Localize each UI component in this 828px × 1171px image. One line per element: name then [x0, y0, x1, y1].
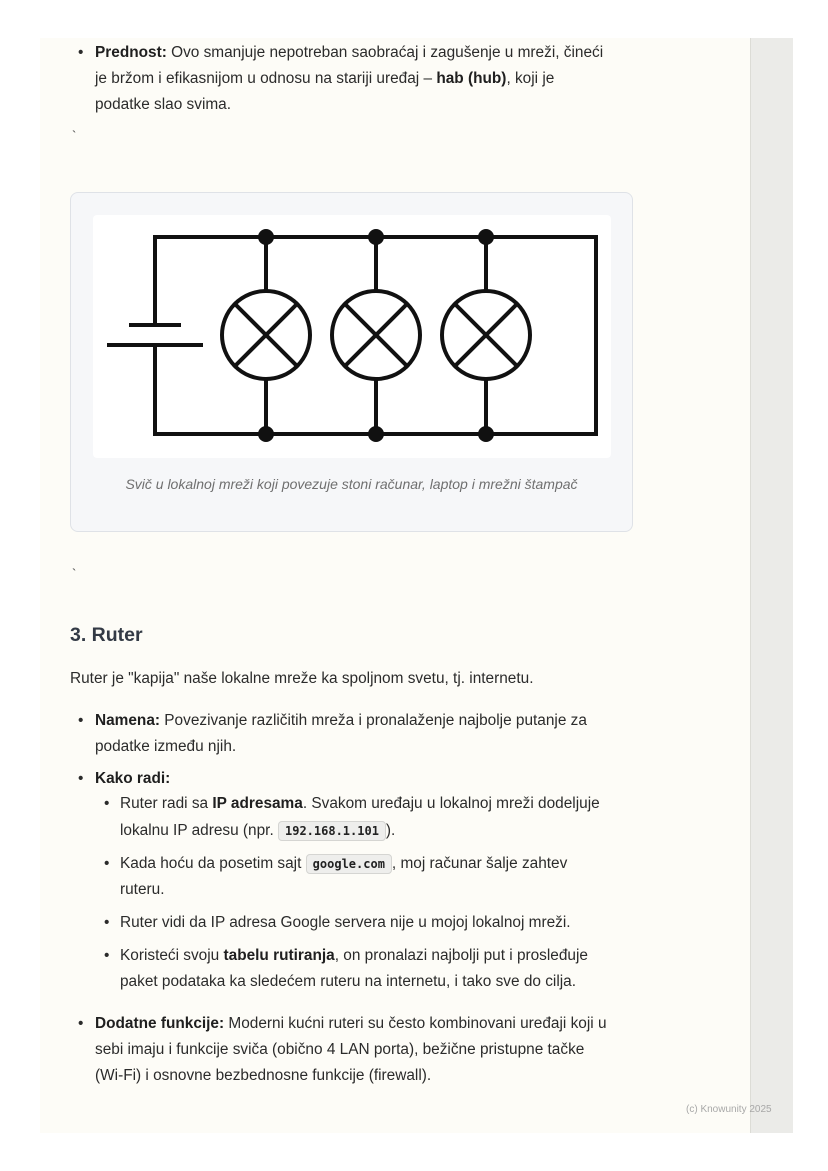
- bullet-dot: •: [104, 947, 110, 964]
- prednost-line2: je bržom i efikasnijom u odnosu na stariji uređaj –: [95, 70, 433, 87]
- bullet-dot: •: [78, 1015, 84, 1032]
- hub-term: hab (hub): [436, 70, 507, 87]
- sub1-line2-pre: lokalnu IP adresu (npr.: [120, 822, 274, 839]
- circuit-diagram-image: [93, 215, 611, 458]
- bullet-dot: •: [78, 44, 84, 61]
- prednost-line1: Ovo smanjuje nepotreban saobraćaj i zagušenje u mreži, čineći: [171, 44, 604, 61]
- bullet-dot: •: [104, 855, 110, 872]
- ip-code: 192.168.1.101: [278, 821, 386, 841]
- prednost-label: Prednost:: [95, 44, 167, 61]
- scrollbar[interactable]: [750, 38, 793, 1133]
- dodatne-line1: Moderni kućni ruteri su često kombinovani uređaji koji u: [228, 1015, 607, 1032]
- bullet-dot: •: [104, 795, 110, 812]
- bullet-dot: •: [104, 914, 110, 931]
- namena-line2: podatke između njih.: [95, 738, 237, 755]
- stray-backtick: `: [72, 566, 77, 581]
- sub4-pre: Koristeći svoju: [120, 947, 220, 964]
- dodatne-line3: (Wi-Fi) i osnovne bezbednosne funkcije (firewall).: [95, 1067, 432, 1084]
- sub2-line2: ruteru.: [120, 881, 165, 898]
- section-intro: Ruter je "kapija" naše lokalne mreže ka spoljnom svetu, tj. internetu.: [70, 670, 534, 687]
- section-heading: 3. Ruter: [70, 624, 143, 646]
- namena-label: Namena:: [95, 712, 161, 729]
- google-code: google.com: [306, 854, 392, 874]
- sub1-post: . Svakom uređaju u lokalnoj mreži dodeljuje: [302, 795, 600, 812]
- sub1-line2-post: ).: [385, 822, 396, 839]
- namena-line1: Povezivanje različitih mreža i pronalaženje najbolje putanje za: [164, 712, 587, 729]
- sub3-text: Ruter vidi da IP adresa Google servera nije u mojoj lokalnoj mreži.: [120, 914, 571, 931]
- dodatne-line2: sebi imaju i funkcije sviča (obično 4 LAN porta), bežične pristupne tačke: [95, 1041, 585, 1058]
- sub4-post: , on pronalazi najbolji put i prosleđuje: [334, 947, 588, 964]
- bullet-dot: •: [78, 770, 84, 787]
- tabela-rutiranja-term: tabelu rutiranja: [223, 947, 335, 964]
- sub1-pre: Ruter radi sa: [120, 795, 209, 812]
- stray-backtick: `: [72, 128, 77, 143]
- watermark: (c) Knowunity 2025: [686, 1104, 772, 1115]
- sub2-post: , moj računar šalje zahtev: [391, 855, 568, 872]
- ip-adresama-term: IP adresama: [212, 795, 303, 812]
- sub2-pre: Kada hoću da posetim sajt: [120, 855, 302, 872]
- parallel-circuit-diagram: [93, 215, 611, 458]
- prednost-line3: podatke slao svima.: [95, 96, 232, 113]
- figure-card: [70, 192, 633, 532]
- figure-caption: Svič u lokalnoj mreži koji povezuje stoni računar, laptop i mrežni štampač: [125, 476, 578, 492]
- bullet-dot: •: [78, 712, 84, 729]
- sub4-line2: paket podataka ka sledećem ruteru na internetu, i tako sve do cilja.: [120, 973, 577, 990]
- kako-radi-label: Kako radi:: [95, 770, 171, 787]
- dodatne-label: Dodatne funkcije:: [95, 1015, 225, 1032]
- hub-after: , koji je: [506, 70, 555, 87]
